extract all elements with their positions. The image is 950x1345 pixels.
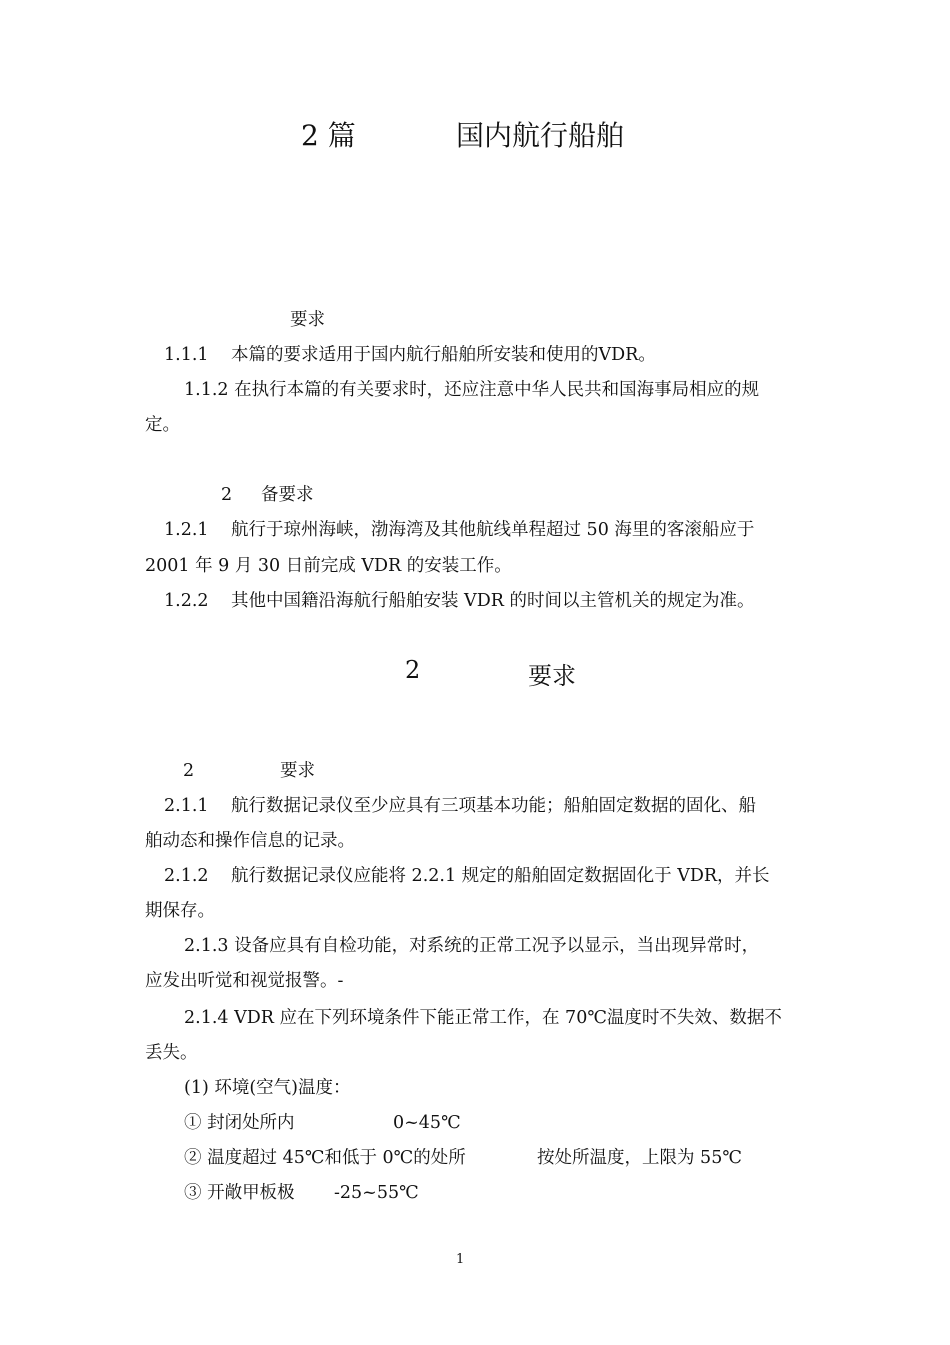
clause-text: 航行于琼州海峡，渤海湾及其他航线单程超过 50 海里的客滚船应于 [231,520,755,540]
part-title: 国内航行船舶 [456,119,625,152]
clause-number: 1.1.1 [164,345,209,365]
list-item-value: 0~45℃ [393,1113,461,1133]
part-number: 2 篇 [301,119,356,152]
section-number: 2 [183,761,195,781]
clause-text: 2.1.3 设备应具有自检功能，对系统的正常工况予以显示，当出现异常时， [184,936,760,956]
clause-number: 1.2.2 [164,591,209,611]
list-item-value: 按处所温度，上限为 55℃ [537,1148,742,1168]
clause-number: 1.2.1 [164,520,209,540]
list-item-value: -25~55℃ [334,1183,419,1203]
chapter-title: 要求 [528,662,576,690]
section-heading: 要求 [290,310,325,330]
list-item-label: ① 封闭处所内 [184,1113,295,1133]
clause-text: 航行数据记录仪至少应具有三项基本功能；船舶固定数据的固化、船 [231,796,756,816]
clause-text: 1.1.2 在执行本篇的有关要求时，还应注意中华人民共和国海事局相应的规 [184,380,760,400]
page-number: 1 [456,1252,465,1267]
clause-text: 应发出听觉和视觉报警。- [145,971,344,991]
clause-text: 丢失。 [145,1043,198,1063]
chapter-number: 2 [405,656,421,684]
section-heading: 要求 [280,761,315,781]
clause-text: 定。 [145,415,180,435]
subsection-heading: 备要求 [261,485,314,505]
subsection-number: 2 [221,485,233,505]
clause-number: 2.1.2 [164,866,209,886]
clause-text: 2001 年 9 月 30 日前完成 VDR 的安装工作。 [145,556,512,576]
list-item-label: ② 温度超过 45℃和低于 0℃的处所 [184,1148,466,1168]
clause-text: 舶动态和操作信息的记录。 [145,831,355,851]
clause-text: 其他中国籍沿海航行船舶安装 VDR 的时间以主管机关的规定为准。 [231,591,755,611]
env-heading: (1) 环境(空气)温度： [184,1078,351,1098]
clause-text: 本篇的要求适用于国内航行船舶所安装和使用的VDR。 [231,345,656,365]
clause-text: 期保存。 [145,901,215,921]
clause-number: 2.1.1 [164,796,209,816]
clause-text: 2.1.4 VDR 应在下列环境条件下能正常工作，在 70℃温度时不失效、数据不 [184,1008,782,1028]
clause-text: 航行数据记录仪应能将 2.2.1 规定的船舶固定数据固化于 VDR，并长 [231,866,770,886]
list-item-label: ③ 开敞甲板极 [184,1183,295,1203]
